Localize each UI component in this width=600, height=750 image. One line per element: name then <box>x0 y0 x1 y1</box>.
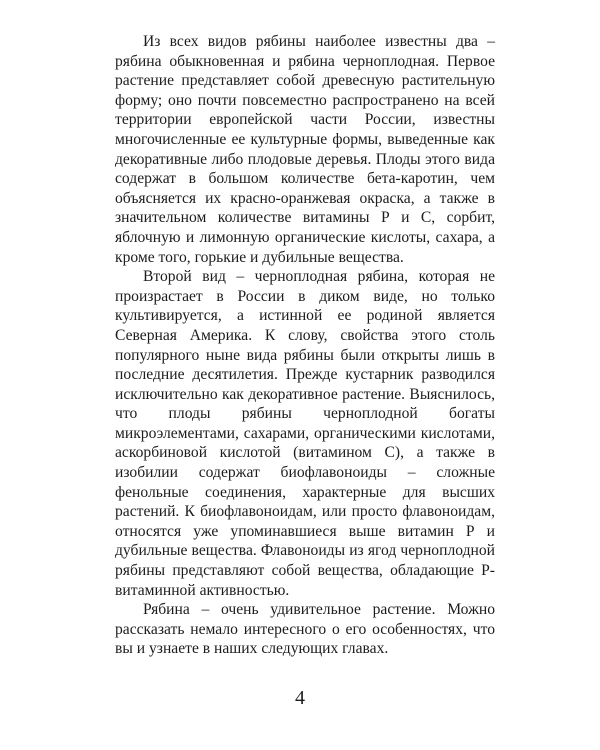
page-number: 4 <box>295 687 305 709</box>
paragraph-conclusion: Рябина – очень удивительное растение. Можно рассказать немало интересного о его особенностях, что вы и узнаете в наших следующих главах. <box>115 601 495 658</box>
paragraph-black-chokeberry: Второй вид – черноплодная рябина, которая не произрастает в России в диком виде, но только культивируется, а истинной ее родиной является Северная Америка. К слову, свойства этого столь популярного ныне вида рябины были открыты лишь в последние десятилетия. Прежде кустарник разводился исключительно как декоративное растение. Выяснилось, что плоды рябины черноплодной богаты микроэлементами, сахарами, органическими кислотами, аскорбиновой кислотой (витамином С), а также в изобилии содержат биофлавоноиды – сложные фенольные соединения, характерные для высших растений. К биофлавоноидам, или просто флавоноидам, относятся уже упоминавшиеся выше витамин Р и дубильные вещества. Флавоноиды из ягод черноплодной рябины представляют собой вещества, обладающие Р-витаминной активностью. <box>115 268 495 599</box>
paragraph-rowan-species: Из всех видов рябины наиболее известны два – рябина обыкновенная и рябина черноплодная. Первое растение представляет собой древесную растительную форму; оно почти повсеместно распространено на всей территории европейской части России, известны многочисленные ее культурные формы, выведенные как декоративные либо плодовые деревья. Плоды этого вида содержат в большом количестве бета-каротин, чем объясняется их красно-оранжевая окраска, а также в значительном количестве витамины Р и С, сорбит, яблочную и лимонную органические кислоты, сахара, а кроме того, горькие и дубильные вещества. <box>115 33 495 266</box>
body-text <box>115 32 495 659</box>
